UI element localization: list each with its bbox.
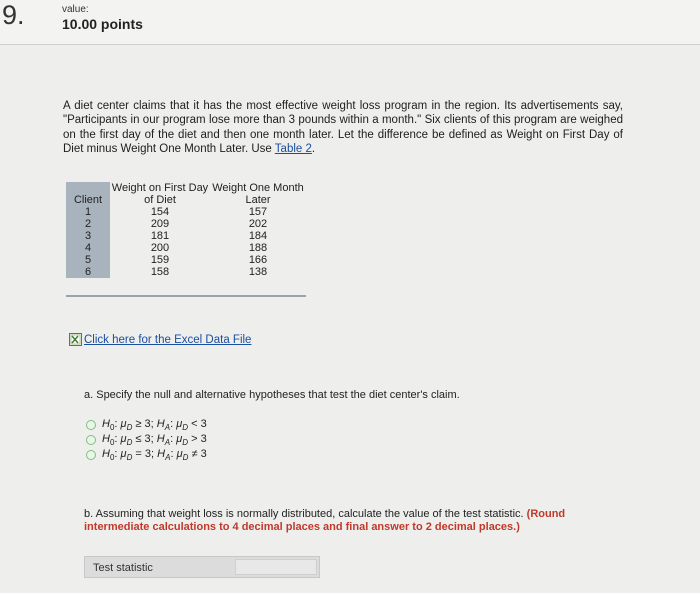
cell-weight-first: 158 <box>150 266 170 278</box>
option-label: $H_0$: $\mu_D \ge 3$; $H_A$: $\mu_D < 3$ <box>102 417 207 433</box>
table-row <box>66 206 306 218</box>
question-header <box>0 0 700 45</box>
table-row <box>66 242 306 254</box>
problem-statement <box>63 99 623 156</box>
cell-client: 4 <box>66 242 110 254</box>
header-weight-later: Weight One Month Later <box>212 182 304 206</box>
table-header-row <box>66 182 306 206</box>
question-number: 9. <box>2 0 25 30</box>
cell-client: 2 <box>66 218 110 230</box>
cell-weight-later: 202 <box>248 218 268 230</box>
cell-client: 5 <box>66 254 110 266</box>
option-label: $H_0$: $\mu_D = 3$; $H_A$: $\mu_D \ne 3$ <box>102 447 207 463</box>
cell-weight-first: 181 <box>150 230 170 242</box>
data-table <box>66 182 306 278</box>
table-row <box>66 230 306 242</box>
test-statistic-label: Test statistic <box>93 562 153 574</box>
radio-button[interactable] <box>86 435 96 445</box>
table-row <box>66 266 306 278</box>
cell-weight-first: 200 <box>150 242 170 254</box>
part-b-text: b. Assuming that weight loss is normally distributed, calculate the value of the test statistic. <box>84 508 527 520</box>
problem-text: A diet center claims that it has the most effective weight loss program in the region. Its advertisements say, "Participants in our program lose more than 3 pounds within a month." Six clients of this program are weighed on the first day of the diet and then one month later. Let the difference be defined as Weight on First Day of Diet minus Weight One Month Later. Use <box>63 100 623 155</box>
option-label: $H_0$: $\mu_D \le 3$; $H_A$: $\mu_D > 3$ <box>102 432 207 448</box>
table-row <box>66 218 306 230</box>
hypothesis-option[interactable] <box>86 433 207 447</box>
header-weight-first: Weight on First Day of Diet <box>111 182 209 206</box>
radio-button[interactable] <box>86 420 96 430</box>
cell-weight-later: 157 <box>248 206 268 218</box>
cell-weight-later: 188 <box>248 242 268 254</box>
header-client: Client <box>66 182 110 206</box>
part-b-question <box>84 508 624 534</box>
table-row <box>66 254 306 266</box>
cell-weight-first: 209 <box>150 218 170 230</box>
test-statistic-input[interactable] <box>235 559 317 575</box>
table-2-link[interactable]: Table 2 <box>274 142 312 155</box>
excel-data-link[interactable] <box>69 333 251 346</box>
cell-weight-first: 159 <box>150 254 170 266</box>
cell-client: 3 <box>66 230 110 242</box>
hypothesis-options <box>86 418 207 463</box>
excel-link-text[interactable]: Click here for the Excel Data File <box>84 333 252 346</box>
points-value: 10.00 points <box>62 16 143 32</box>
value-label: value: <box>62 4 89 15</box>
rounding-instruction: (Round intermediate calculations to 4 decimal places and final answer to 2 decimal places.) <box>84 508 566 533</box>
table-bottom-rule <box>66 295 306 297</box>
radio-button[interactable] <box>86 450 96 460</box>
test-statistic-row <box>84 556 320 578</box>
hypothesis-option[interactable] <box>86 448 207 462</box>
problem-text-end: . <box>311 142 316 155</box>
hypothesis-option[interactable] <box>86 418 207 432</box>
part-a-question: a. Specify the null and alternative hypotheses that test the diet center's claim. <box>84 389 460 401</box>
cell-weight-first: 154 <box>150 206 170 218</box>
excel-file-icon <box>69 333 82 346</box>
cell-weight-later: 166 <box>248 254 268 266</box>
cell-weight-later: 184 <box>248 230 268 242</box>
cell-client: 1 <box>66 206 110 218</box>
cell-weight-later: 138 <box>248 266 268 278</box>
cell-client: 6 <box>66 266 110 278</box>
